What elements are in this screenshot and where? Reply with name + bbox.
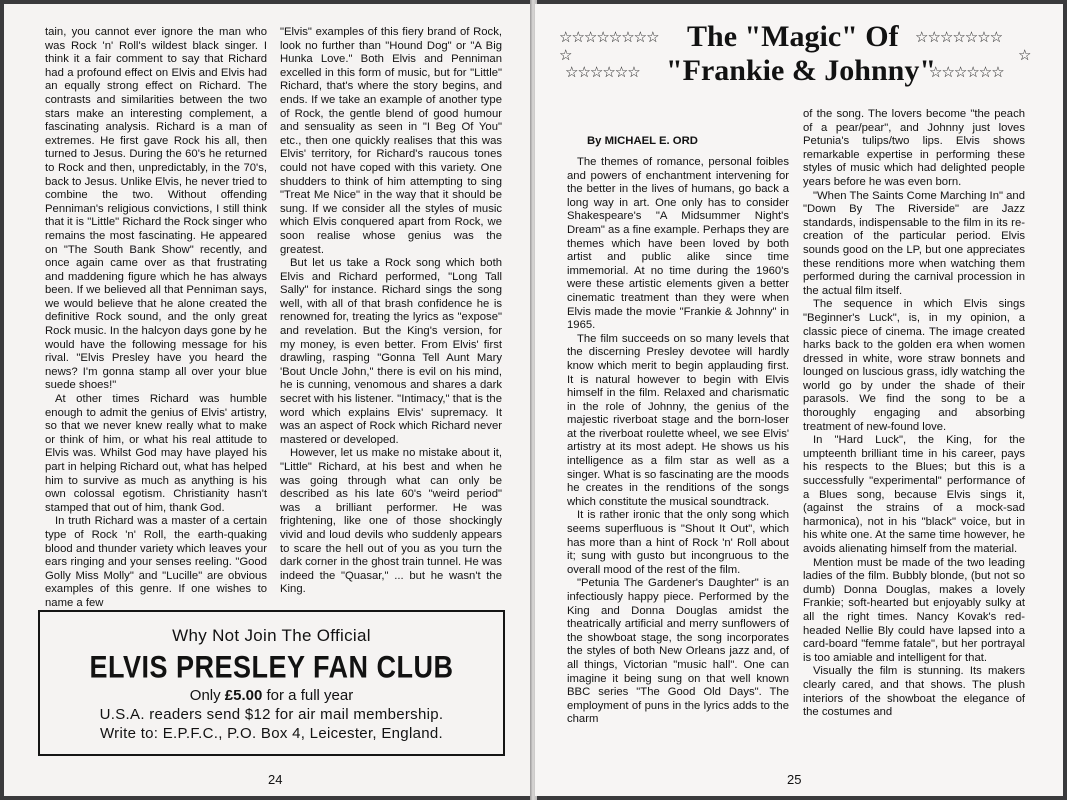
title-line-2: "Frankie & Johnny" bbox=[666, 54, 937, 87]
paragraph: Visually the film is stunning. Its makers clearly cared, and that shows. The plush interiors of the showboat the elegance of the costumes and bbox=[803, 665, 1025, 719]
right-column-2 bbox=[803, 108, 1025, 720]
paragraph: "Petunia The Gardener's Daughter" is an infectiously happy piece. Performed by the King and Donna Douglas amidst the theatrically artificial and merry sunflowers of the showboat stage, the song incorporates the styles of both New Orleans jazz and, of all things, Victorian "music hall". One can imagine it being sung on that well known BBC series "The Good Old Days". The employment of puns in the lyrics adds to the charm bbox=[567, 577, 789, 726]
paragraph: But let us take a Rock song which both Elvis and Richard performed, "Long Tall Sally" for instance. Richard sings the song well, with all of that brash confidence he is renowned for, treating the lyrics as "expose" and revelation. But the King's version, for my money, is even better. From Elvis' first drawling, rasping "Gonna Tell Aunt Mary 'Bout Uncle John," there is evil on his mind, he is cunning, venomous and shares a dark secret with his listener. "Intimacy," that is the word which explains Elvis' supremacy. It was an aspect of Rock which Richard never mastered or developed. bbox=[280, 257, 502, 446]
paragraph: The sequence in which Elvis sings "Beginner's Luck", is, in my opinion, a classic piece of cinema. The image created harks back to the golden era when women dressed in white, wore straw bonnets and lounged on luscious grass, idly watching the world go by under the shade of their parasols. We find the song to be a thoroughly engaging and absorbing treatment of new-found love. bbox=[803, 298, 1025, 433]
paragraph: Mention must be made of the two leading ladies of the film. Bubbly blonde, (but not so dumb) Donna Douglas, makes a lovely Frankie; soft-hearted but enjoyably sulky at all the right times. Nancy Kovak's red-headed Nellie Bly could have lapsed into a card-board "femme fatale", but her portrayal is too amiable and intelligent for that. bbox=[803, 556, 1025, 664]
paragraph: The themes of romance, personal foibles and powers of enchantment intervening for the better in the lives of humans, go back a long way in art. One only has to consider Shakespeare's "A Midsummer Night's Dream" as a fine example. Perhaps they are themes which have been loved by both artist and public alike since time immemorial. At no time during the 1960's were these artistic elements given a better cinematic treatment than they were when Elvis made the movie "Frankie & Johnny" in 1965. bbox=[567, 156, 789, 332]
ad-headline: Why Not Join The Official bbox=[172, 626, 371, 645]
left-page bbox=[4, 4, 532, 796]
paragraph: It is rather ironic that the only song which seems superfluous is "Shout It Out", which has more than a hint of Rock 'n' Roll about it; sung with gusto but incongruous to the overall mood of the rest of the film. bbox=[567, 509, 789, 576]
paragraph: In "Hard Luck", the King, for the umpteenth brilliant time in his career, pays his respects to the Blues; but this is a successfully "experimental" performance of a Blues song, because Elvis sings it, (against the strains of a mock-sad harmonica), not in his "black" voice, but in his white one. At the same time however, he avoids alienating himself from the material. bbox=[803, 434, 1025, 555]
star-icon: ☆ bbox=[1018, 46, 1031, 64]
star-border-icon: ☆☆☆☆☆☆ bbox=[565, 63, 640, 81]
paragraph: At other times Richard was humble enough to admit the genius of Elvis' artistry, so that we never knew really what to make or think of him, or what his real attitude to Elvis was. Whilst God may have played his part in helping Richard out, what has helped him to survive as much as anything is his own colossal egotism. Christianity hasn't stamped that out of him, thank God. bbox=[45, 393, 267, 514]
ad-price-line bbox=[40, 687, 503, 704]
ad-price: £5.00 bbox=[224, 687, 263, 704]
ad-club-name: ELVIS PRESLEY FAN CLUB bbox=[89, 649, 454, 685]
star-icon: ☆ bbox=[559, 46, 572, 64]
ad-usa-line: U.S.A. readers send $12 for air mail membership. bbox=[99, 706, 444, 723]
star-border-icon: ☆☆☆☆☆☆ bbox=[929, 63, 1004, 81]
paragraph: tain, you cannot ever ignore the man who was Rock 'n' Roll's wildest black singer. I think it a fair comment to say that Richard had a profound effect on Elvis and Elvis had an equally strong effect on Richard. The contrasts and similarities between the two stars make an interesting complement, a fascinating analysis. Richard is a man of extremes. He first gave Rock his all, then turned to Jesus. During the 60's he returned to Rock and then, unpredictably, in the 70's, back to Jesus. Unlike Elvis, he never tried to combine the two. Without offending Penniman's religious convictions, I still think that it is "Little" Richard the Rock singer who remains the most fascinating. He appeared on "The South Bank Show" recently, and once again came over as that frustrating and maddening figure which he has always been. If we believed all that Penniman says, we would believe that he alone created the definitive Rock sound, and the only great Rock music. In the halcyon days gone by he would have the following message for his rival. "Elvis Presley have you heard the news? I'm gonna stamp all over your blue suede shoes!" bbox=[45, 26, 267, 392]
ad-price-prefix: Only bbox=[189, 687, 225, 704]
right-page bbox=[535, 4, 1063, 796]
paragraph: In truth Richard was a master of a certain type of Rock 'n' Roll, the earth-quaking blood and thunder variety which leaves your ears ringing and your senses reeling. "Good Golly Miss Molly" and "Lucille" are obvious examples of this genre. If one wishes to name a few bbox=[45, 515, 267, 609]
left-column-1 bbox=[45, 26, 267, 611]
page-number: 25 bbox=[787, 772, 802, 787]
star-border-icon: ☆☆☆☆☆☆☆ bbox=[915, 28, 1003, 46]
page-number: 24 bbox=[268, 772, 283, 787]
byline: By MICHAEL E. ORD bbox=[587, 135, 698, 147]
right-column-1 bbox=[567, 156, 789, 727]
paragraph: "When The Saints Come Marching In" and "Down By The Riverside" are Jazz standards, indispensable to the film in its re-creation of the particular period. Elvis sounds good on the LP, but one appreciates these renditions more when watching them performed during the carnival procession in the actual film itself. bbox=[803, 189, 1025, 297]
fan-club-advert bbox=[38, 610, 505, 756]
ad-address: Write to: E.P.F.C., P.O. Box 4, Leicester, England. bbox=[100, 725, 443, 742]
title-line-1: The "Magic" Of bbox=[687, 20, 899, 53]
paragraph: "Elvis" examples of this fiery brand of Rock, look no further than "Hound Dog" or "A Big Hunka Love." Both Elvis and Penniman excelled in this form of music, but for "Little" Richard, that's where the story begins, and ends. If we take an example of another type of Rock, the gentle blend of good humour and sensuality as seen in "I Beg Of You" etc., then one quickly realises that this was Elvis' territory, for Richard's raucous tones could not have coped with this variety. One shudders to think of him attempting to sing "Treat Me Nice" in the way that it should be sung. If we consider all the styles of music which Elvis conquered apart from Rock, we soon realise whose genius was the greatest. bbox=[280, 26, 502, 256]
paragraph: The film succeeds on so many levels that the discerning Presley devotee will hardly know which merit to begin applauding first. It is natural however to begin with Elvis himself in the film. Relaxed and charismatic in the role of Johnny, the genius of the majestic riverboat stage and the born-loser at the riverboat roulette wheel, we see Elvis' artistry at its most adept. He shows us his intelligence as a film star as well as a singer. What is so fascinating are the moods he creates in the renditions of the songs which constitute the musical soundtrack. bbox=[567, 332, 789, 508]
ad-price-suffix: for a full year bbox=[262, 687, 354, 704]
paragraph: of the song. The lovers become "the peach of a pear/pear", and Johnny just loves Petunia's tulips/two lips. Elvis shows remarkable expertise in performing these styles of music which had delighted people years before he was even born. bbox=[803, 108, 1025, 188]
article-title bbox=[559, 20, 1039, 90]
left-column-2 bbox=[280, 26, 502, 597]
star-border-icon: ☆☆☆☆☆☆☆☆ bbox=[559, 28, 659, 46]
paragraph: However, let us make no mistake about it, "Little" Richard, at his best and when he was going through what can only be described as his late 60's "weird period" was a brilliant performer. He was frightening, like one of those shockingly vivid and loud devils who suddenly appears to scare the hell out of you as you turn the dark corner in the ghost train tunnel. He was indeed the "Quasar," ... but he wasn't the King. bbox=[280, 447, 502, 596]
